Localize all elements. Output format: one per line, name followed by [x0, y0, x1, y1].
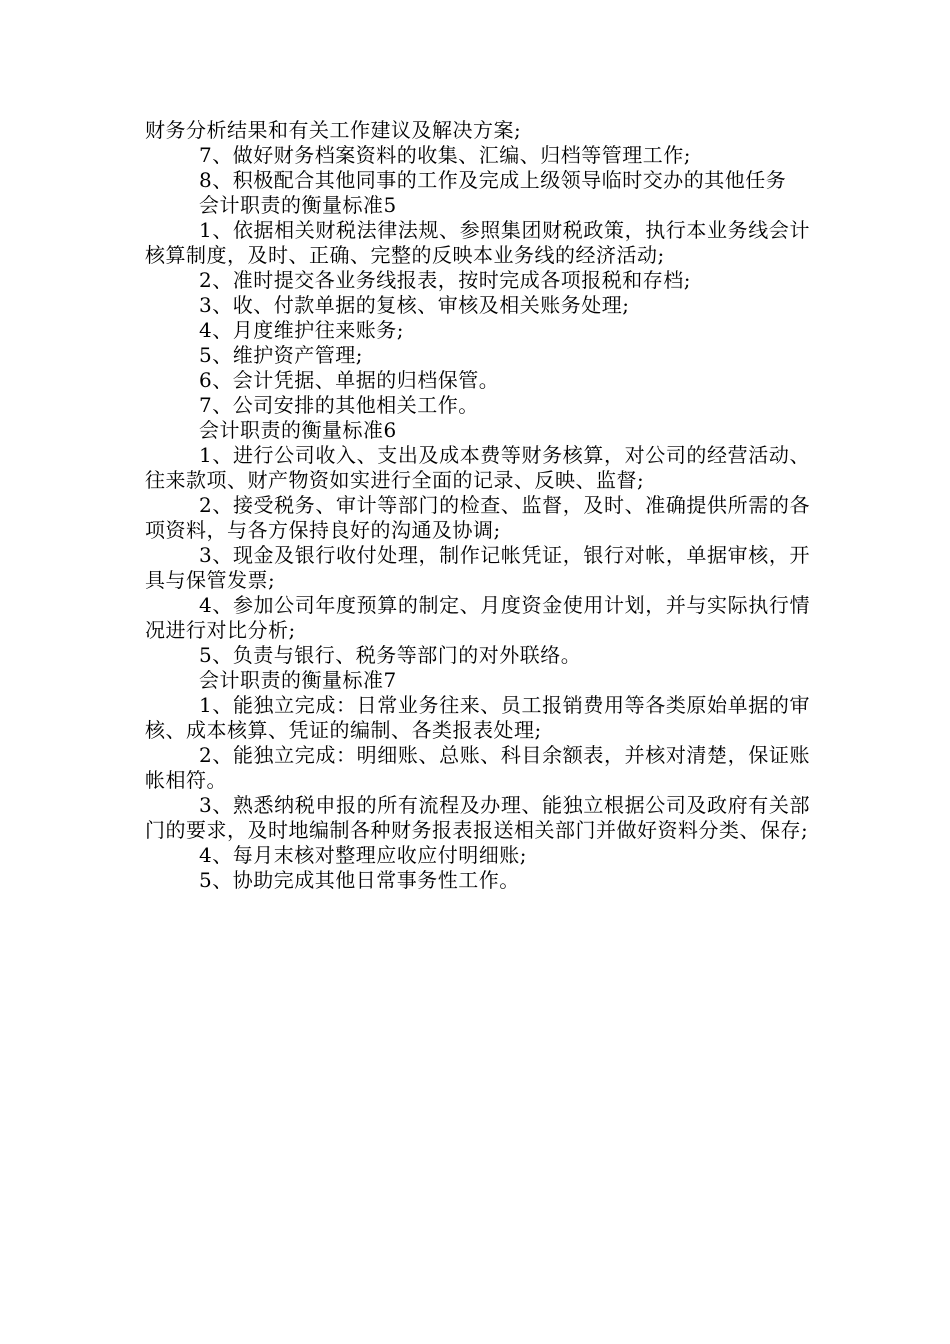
paragraph-s7-item-2: 2、能独立完成：明细账、总账、科目余额表，并核对清楚，保证账帐相符。: [145, 743, 810, 792]
document-body: [145, 118, 810, 893]
paragraph-s6-item-1: 1、进行公司收入、支出及成本费等财务核算，对公司的经营活动、往来款项、财产物资如实进行全面的记录、反映、监督;: [145, 443, 810, 492]
paragraph-s5-item-3: 3、收、付款单据的复核、审核及相关账务处理;: [199, 293, 630, 317]
paragraph-s6-item-3: 3、现金及银行收付处理，制作记帐凭证，银行对帐，单据审核，开具与保管发票;: [145, 543, 810, 592]
section-heading-6: 会计职责的衡量标准6: [199, 418, 397, 442]
paragraph-s5-item-6: 6、会计凭据、单据的归档保管。: [199, 368, 500, 392]
paragraph-item-8: 8、积极配合其他同事的工作及完成上级领导临时交办的其他任务: [199, 168, 787, 192]
paragraph-s7-item-4: 4、每月末核对整理应收应付明细账;: [199, 843, 527, 867]
paragraph-s7-item-1: 1、能独立完成：日常业务往来、员工报销费用等各类原始单据的审核、成本核算、凭证的编制、各类报表处理;: [145, 693, 810, 742]
paragraph-s5-item-4: 4、月度维护往来账务;: [199, 318, 404, 342]
paragraph-s6-item-5: 5、负责与银行、税务等部门的对外联络。: [199, 643, 582, 667]
paragraph-item-7: 7、做好财务档案资料的收集、汇编、归档等管理工作;: [199, 143, 691, 167]
paragraph-s6-item-4: 4、参加公司年度预算的制定、月度资金使用计划，并与实际执行情况进行对比分析;: [145, 593, 810, 642]
section-heading-7: 会计职责的衡量标准7: [199, 668, 397, 692]
section-heading-5: 会计职责的衡量标准5: [199, 193, 397, 217]
paragraph-s5-item-2: 2、准时提交各业务线报表，按时完成各项报税和存档;: [199, 268, 691, 292]
paragraph-s6-item-2: 2、接受税务、审计等部门的检查、监督，及时、准确提供所需的各项资料，与各方保持良好的沟通及协调;: [145, 493, 810, 542]
paragraph-s5-item-5: 5、维护资产管理;: [199, 343, 363, 367]
paragraph-s7-item-5: 5、协助完成其他日常事务性工作。: [199, 868, 520, 892]
paragraph-s7-item-3: 3、熟悉纳税申报的所有流程及办理、能独立根据公司及政府有关部门的要求，及时地编制各种财务报表报送相关部门并做好资料分类、保存;: [145, 793, 810, 842]
paragraph-s5-item-1: 1、依据相关财税法律法规、参照集团财税政策，执行本业务线会计核算制度，及时、正确、完整的反映本业务线的经济活动;: [145, 218, 810, 267]
paragraph-s5-item-7: 7、公司安排的其他相关工作。: [199, 393, 479, 417]
paragraph-continuation: 财务分析结果和有关工作建议及解决方案;: [145, 118, 522, 142]
